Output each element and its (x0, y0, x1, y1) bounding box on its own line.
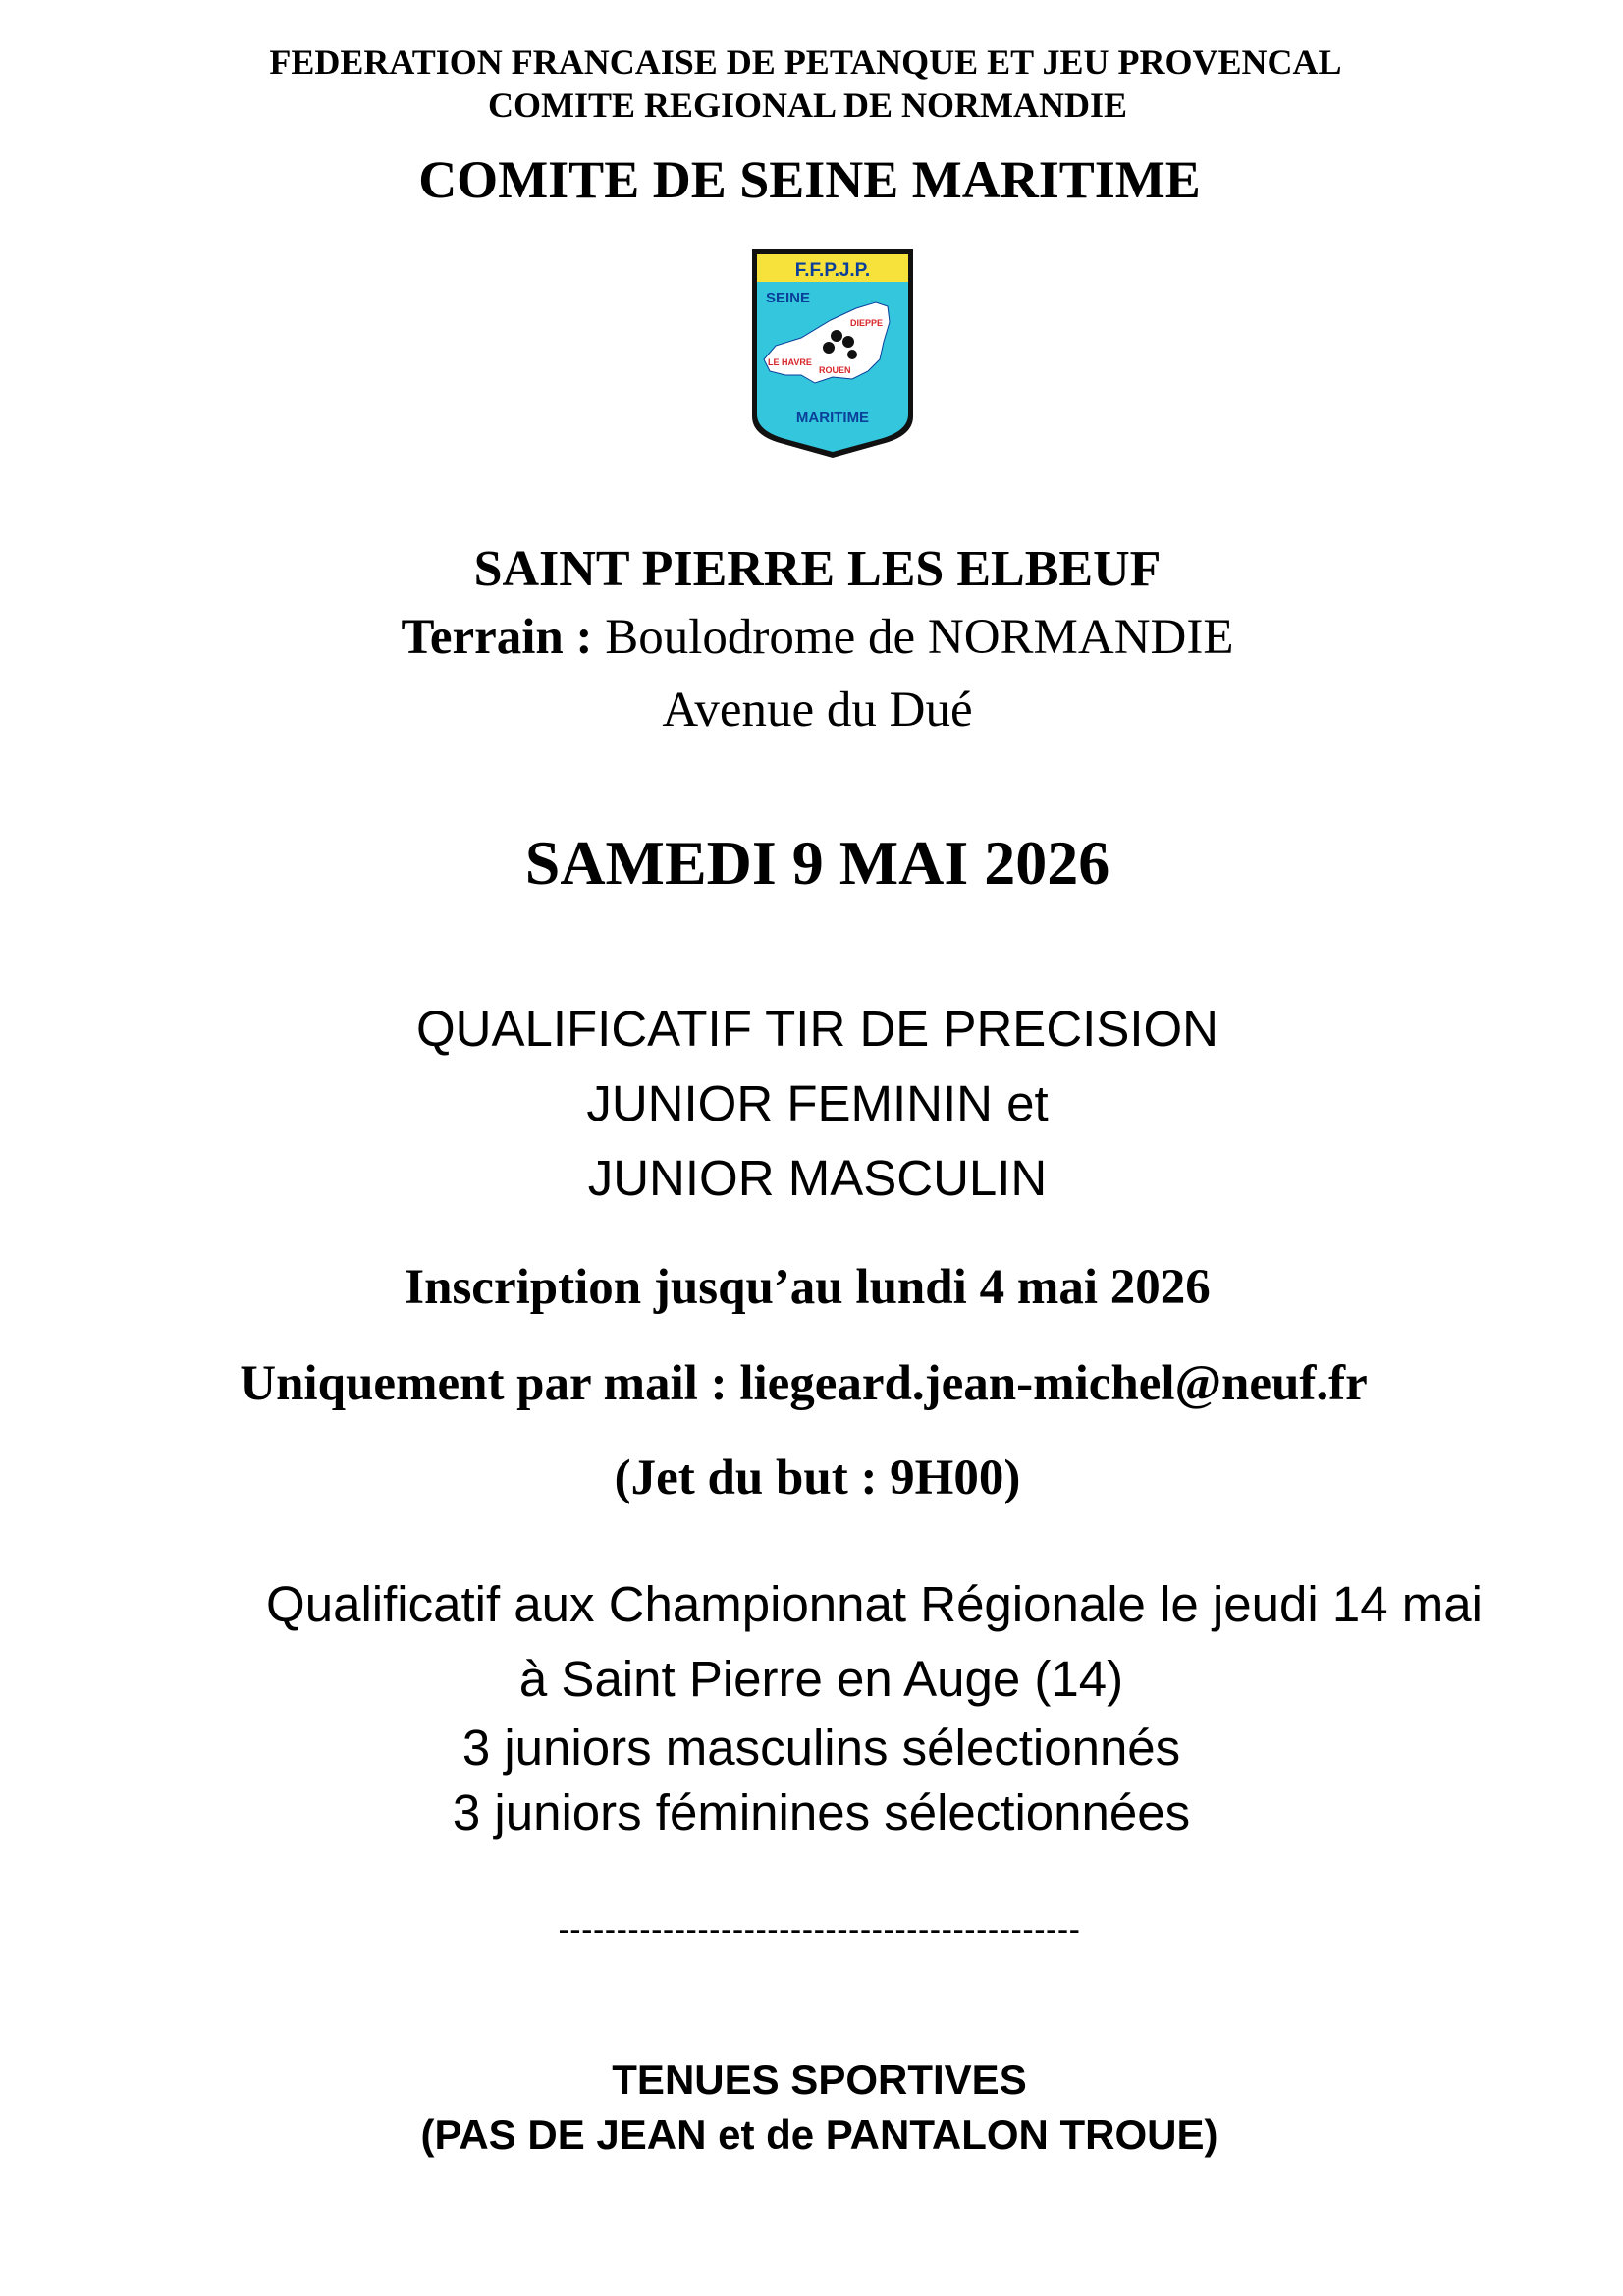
championship-line-4: 3 juniors féminines sélectionnées (452, 1784, 1191, 1840)
logo-city-rouen: ROUEN (819, 365, 851, 375)
logo-bottom-word: MARITIME (795, 410, 870, 426)
departmental-committee: COMITE DE SEINE MARITIME (418, 150, 1201, 209)
championship-line-3: 3 juniors masculins sélectionnés (461, 1720, 1181, 1776)
event-title-line-3: JUNIOR MASCULIN (587, 1150, 1048, 1206)
venue-address: Avenue du Dué (662, 683, 973, 738)
logo-title: F.F.P.J.P. (794, 260, 871, 281)
registration-deadline: Inscription jusqu’au lundi 4 mai 2026 (405, 1260, 1211, 1315)
dress-code-title: TENUES SPORTIVES (612, 2056, 1027, 2103)
ffpjp-seine-maritime-logo (746, 244, 919, 460)
event-date: SAMEDI 9 MAI 2026 (524, 828, 1110, 898)
federation-name: FEDERATION FRANCAISE DE PETANQUE ET JEU PROVENCAL (269, 42, 1342, 82)
terrain-name: Boulodrome de NORMANDIE (592, 610, 1234, 665)
registration-email: Uniquement par mail : liegeard.jean-michel@neuf.fr (240, 1356, 1368, 1411)
championship-line-1: Qualificatif aux Championnat Régionale le jeudi 14 mai (266, 1576, 1483, 1632)
start-time: (Jet du but : 9H00) (614, 1450, 1021, 1505)
terrain-label: Terrain : (401, 610, 593, 665)
logo-city-dieppe: DIEPPE (850, 318, 884, 328)
championship-line-2: à Saint Pierre en Auge (14) (518, 1651, 1124, 1707)
event-title-line-2: JUNIOR FEMININ et (586, 1075, 1049, 1131)
dashed-separator: --------------------------------------------- (558, 1911, 1081, 1948)
event-title-line-1: QUALIFICATIF TIR DE PRECISION (415, 1001, 1219, 1057)
terrain-line (6, 609, 1623, 666)
regional-committee: COMITE REGIONAL DE NORMANDIE (487, 85, 1128, 125)
logo-city-le-havre: LE HAVRE (768, 357, 812, 367)
dress-code-detail: (PAS DE JEAN et de PANTALON TROUE) (420, 2111, 1218, 2158)
town-name: SAINT PIERRE LES ELBEUF (473, 541, 1162, 597)
logo-top-word: SEINE (766, 290, 811, 306)
